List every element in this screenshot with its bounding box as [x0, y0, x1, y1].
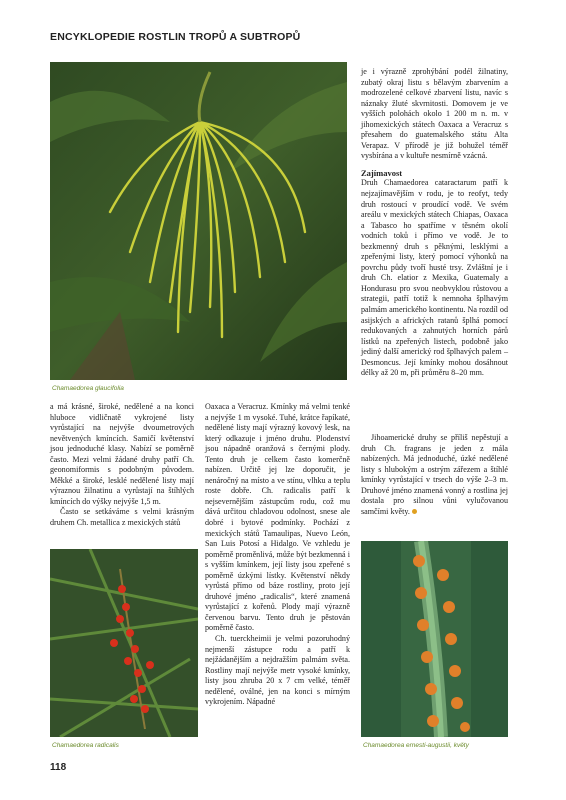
fruit-image [50, 549, 198, 737]
end-mark-icon [412, 509, 417, 514]
paragraph: je i výrazně zprohýbání podél žilnatiny, zubatý okraj listu s bělavým zbarvením a modrozelené celkové zbarvení listu, navíc s náznaky žluté skvrnitosti. Domovem je ve vyšších polohách okolo 1 200 m n. m. v jihomexických státech Oaxaca a Veracruz s přesahem do guatemalského státu Alta Verapaz. V přírodě je již bohužel téměř vysbírána a v kultuře nesmírně vzácná. [361, 67, 508, 161]
column-3 [361, 433, 508, 517]
paragraph: Druh Chamaedorea cataractarum patří k nejzajímavějším v rodu, je to reofyt, tedy druh rostoucí v proudící vodě. Ve svém areálu v mexických státech Chiapas, Oaxaca a Tabasco ho spatříme v těsném okolí vodních toků i přímo ve vodě. Je to bezkmenný druh s pěknými, lesklými a zpeřenými listy, který pomocí výhonků na povrchu půdy tvoří husté trsy. Zvláštní je i druh Ch. elatior z Mexika, Guatemaly a Hondurasu pro svou neobvyklou růstovou a strategii, patří totiž k nemnoha šplhavým palmám amerického kontinentu. Na rozdíl od asijských a afrických ratanů šplhá pomocí redukovaných a zahnutých horních párů lístků na zpeřených listech, podobně jako jediný další americký rod šplhavých palem – Desmoncus. Její kmínky mohou dosáhnout délky až 20 m, při průměru 8–20 mm. [361, 178, 508, 378]
inflorescence-image [50, 62, 347, 380]
running-header: ENCYKLOPEDIE ROSTLIN TROPŮ A SUBTROPŮ [50, 31, 301, 43]
paragraph [361, 433, 508, 517]
paragraph: a má krásné, široké, nedělené a na konci hluboce vidličnatě vykrojené listy vyrůstající na nejvýše dvoumetrových nevětvených kmíncích. Samičí květenství jsou jednoduché klasy. Nabízí se poměrně často. Mezi velmi žádané druhy patří Ch. geonomiformis s podobným původem. Měkké a široké, lesklé nedělené listy mají výraznou žilnatinu a vyrůstají na štíhlých kmíncích do výšky nejvýše 1,5 m. [50, 402, 194, 506]
caption-radicalis: Chamaedorea radicalis [52, 742, 119, 749]
photo-glaucifolia [50, 62, 347, 380]
column-2 [205, 402, 350, 708]
paragraph-text: Jihoamerické druhy se příliš nepěstují a druh Ch. fragrans je jeden z mála nabízených. Má jednoduché, úzké nedělené listy s hlubokým a ostrým zářezem a štíhlé kmínky vyrůstající v trsech do výše 2–3 m. Druhové jméno znamená vonný a rostlina jej dostala pro silnou vůni vylučovanou samčími květy. [361, 433, 508, 516]
page-number: 118 [50, 762, 67, 773]
paragraph: Často se setkáváme s velmi krásným druhem Ch. metallica z mexických států [50, 507, 194, 528]
paragraph: Ch. tuerckheimii je velmi pozoruhodný nejmenší zástupce rodu a patří k nejžádanějším a nejdražším palmám světa. Rostliny mají nejvýše metr vysoké kmínky, listy jsou zhruba 20 x 7 cm velké, téměř nedělené, oválné, jen na konci s mírným vykrojením. Nápadné [205, 634, 350, 707]
flowers-image [361, 541, 508, 737]
section-heading: Zajímavost [361, 167, 403, 178]
column-1 [50, 402, 194, 529]
paragraph: Oaxaca a Veracruz. Kmínky má velmi tenké a nejvýše 1 m vysoké. Tuhé, krátce řapíkaté, nedělené listy mají výrazný kovový lesk, na který odkazuje i jméno druhu. Plodenství jsou nápadně oranžová s černými plody. Tento druh je celkem často komerčně nabízen. Určitě jej lze doporučit, je nenáročný na místo a ve stínu, vlhku a teplu roste dobře. Ch. radicalis patří k nejsevernějším zástupcům rodu, což mu dává určitou chladovou odolnost, snese ale dobré i bytové podmínky. Pochází z mexických států Tamaulipas, Nuevo León, San Luis Potosí a Hidalgo. Ve vzhledu je poměrně proměnlivá, může být bezkmenná i s vyšším kmínkem, její listy jsou zpeřené s poměrně úzkými lístky. Květenství někdy vyrůstá přímo od báze rostliny, proto její druhové jméno „radicalis“, které znamená vyrůstající z kořenů. Plody mají výrazně červenou barvu. Tento druh je pěstován poměrně často. [205, 402, 350, 633]
photo-radicalis [50, 549, 198, 737]
caption-glaucifolia: Chamaedorea glaucifolia [52, 385, 124, 392]
photo-ernesti-augustii [361, 541, 508, 737]
column-right-top [361, 67, 508, 379]
caption-ernesti-augustii: Chamaedorea ernesti-augustii, květy [363, 742, 469, 749]
